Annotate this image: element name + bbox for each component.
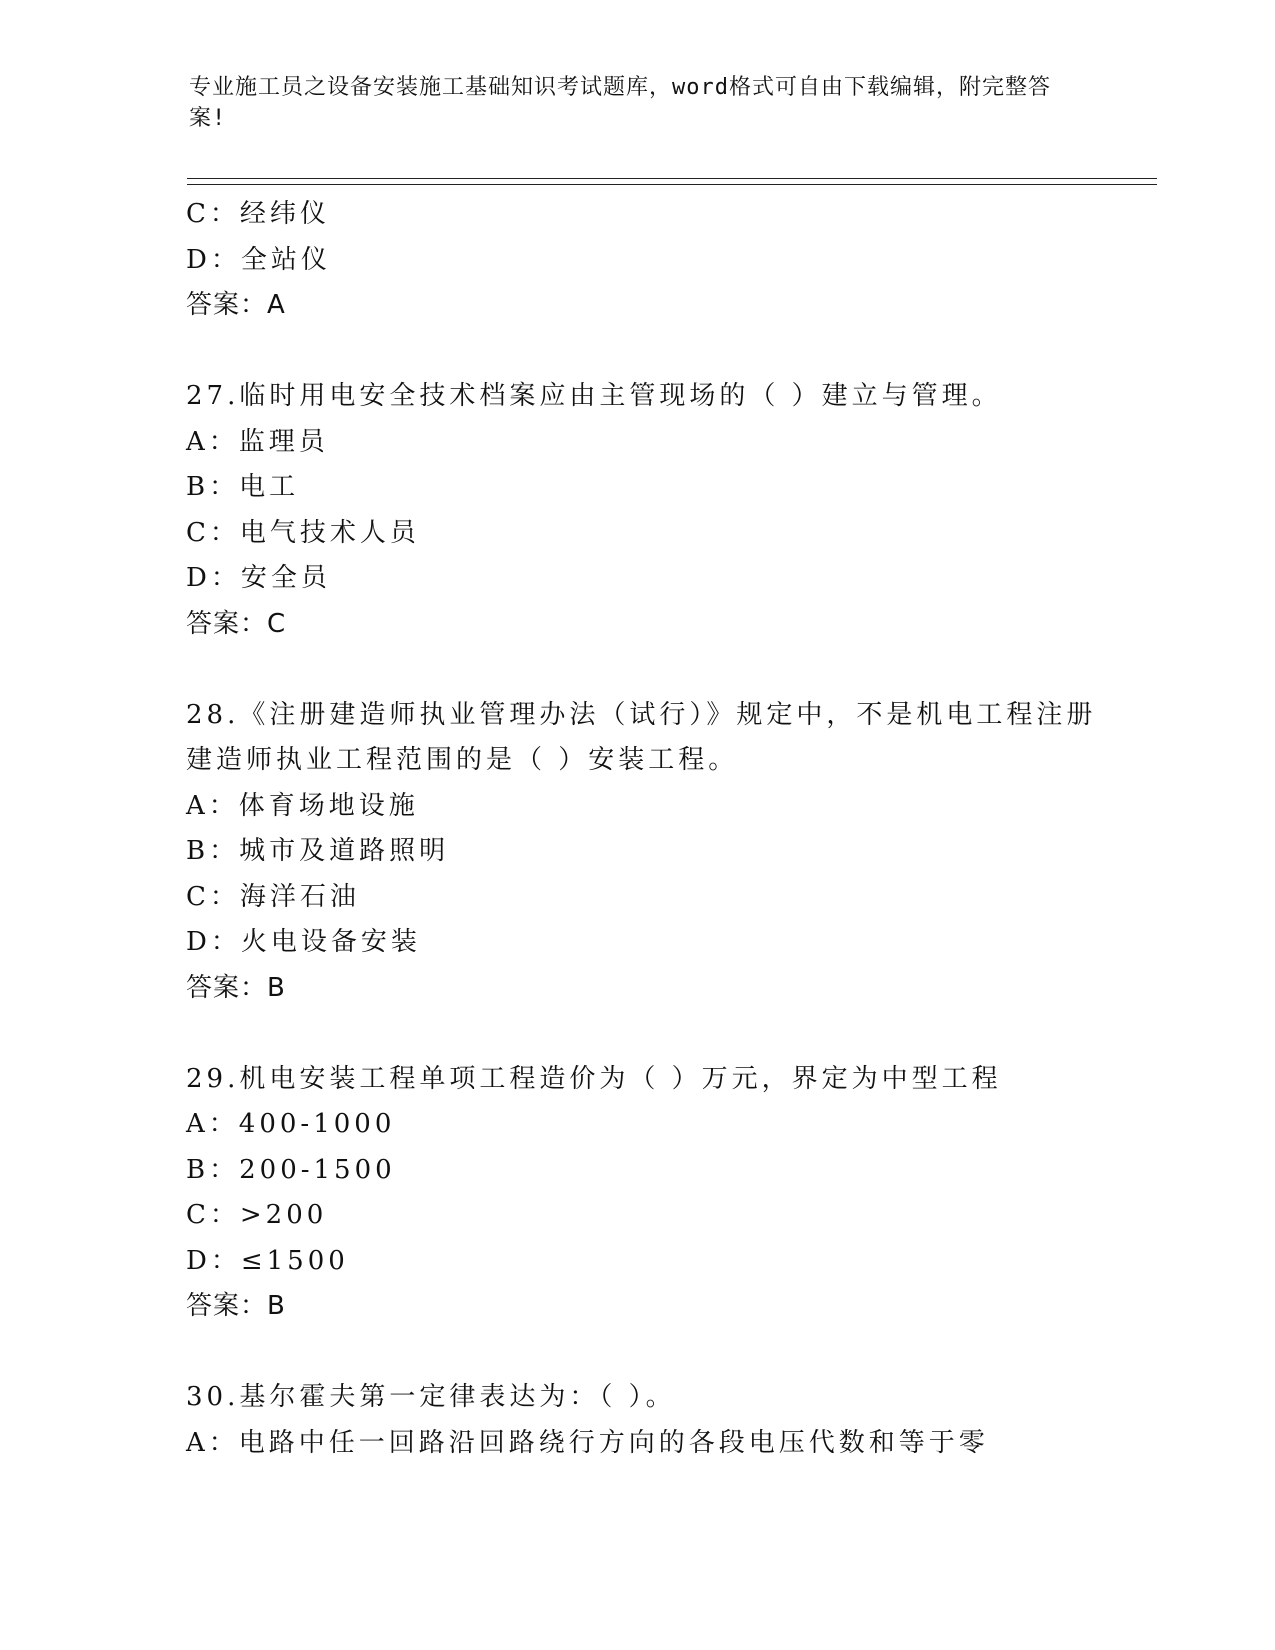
option-c: C：经纬仪 [186,199,330,229]
header-divider-top [187,178,1157,179]
option-b: B：200-1500 [186,1154,396,1185]
question-stem: 27.临时用电安全技术档案应由主管现场的（ ）建立与管理。 [186,381,1002,411]
option-c: C：海洋石油 [186,881,360,912]
option-a: A：400-1000 [186,1109,396,1139]
header-intro-text: 专业施工员之设备安装施工基础知识考试题库，word格式可自由下载编辑，附完整答案! [189,75,1051,131]
header-divider-bottom [187,184,1157,185]
question-stem: 28.《注册建造师执业管理办法（试行）》规定中，不是机电工程注册 [186,699,1097,730]
option-b: B：城市及道路照明 [186,836,450,866]
question-26-continued [186,192,1146,329]
option-a: A：监理员 [186,426,329,457]
option-c: C：电气技术人员 [186,517,420,548]
question-stem: 30.基尔霍夫第一定律表达为：（ ）。 [186,1382,676,1412]
spacer [186,647,1146,693]
answer-line: 答案：A [186,290,286,320]
spacer [186,329,1146,375]
spacer [186,1330,1146,1376]
option-d: D：≤1500 [186,1245,349,1276]
answer-line: 答案：B [186,1291,286,1321]
answer-line: 答案：B [186,972,286,1003]
question-list [186,192,1146,1466]
option-d: D：全站仪 [186,244,331,275]
question-stem: 29.机电安装工程单项工程造价为（ ）万元，界定为中型工程 [186,1063,1002,1094]
option-b: B：电工 [186,472,300,502]
question-30 [186,1375,1146,1466]
option-c: C：>200 [186,1200,328,1230]
question-28 [186,693,1146,1012]
option-d: D：安全员 [186,563,331,593]
question-stem-continued: 建造师执业工程范围的是（ ）安装工程。 [186,745,739,775]
document-header [189,72,1069,134]
option-d: D：火电设备安装 [186,927,421,957]
spacer [186,1011,1146,1057]
question-27 [186,374,1146,647]
option-a: A：电路中任一回路沿回路绕行方向的各段电压代数和等于零 [186,1427,989,1458]
option-a: A：体育场地设施 [186,790,419,821]
question-29 [186,1057,1146,1330]
answer-line: 答案：C [186,608,287,639]
